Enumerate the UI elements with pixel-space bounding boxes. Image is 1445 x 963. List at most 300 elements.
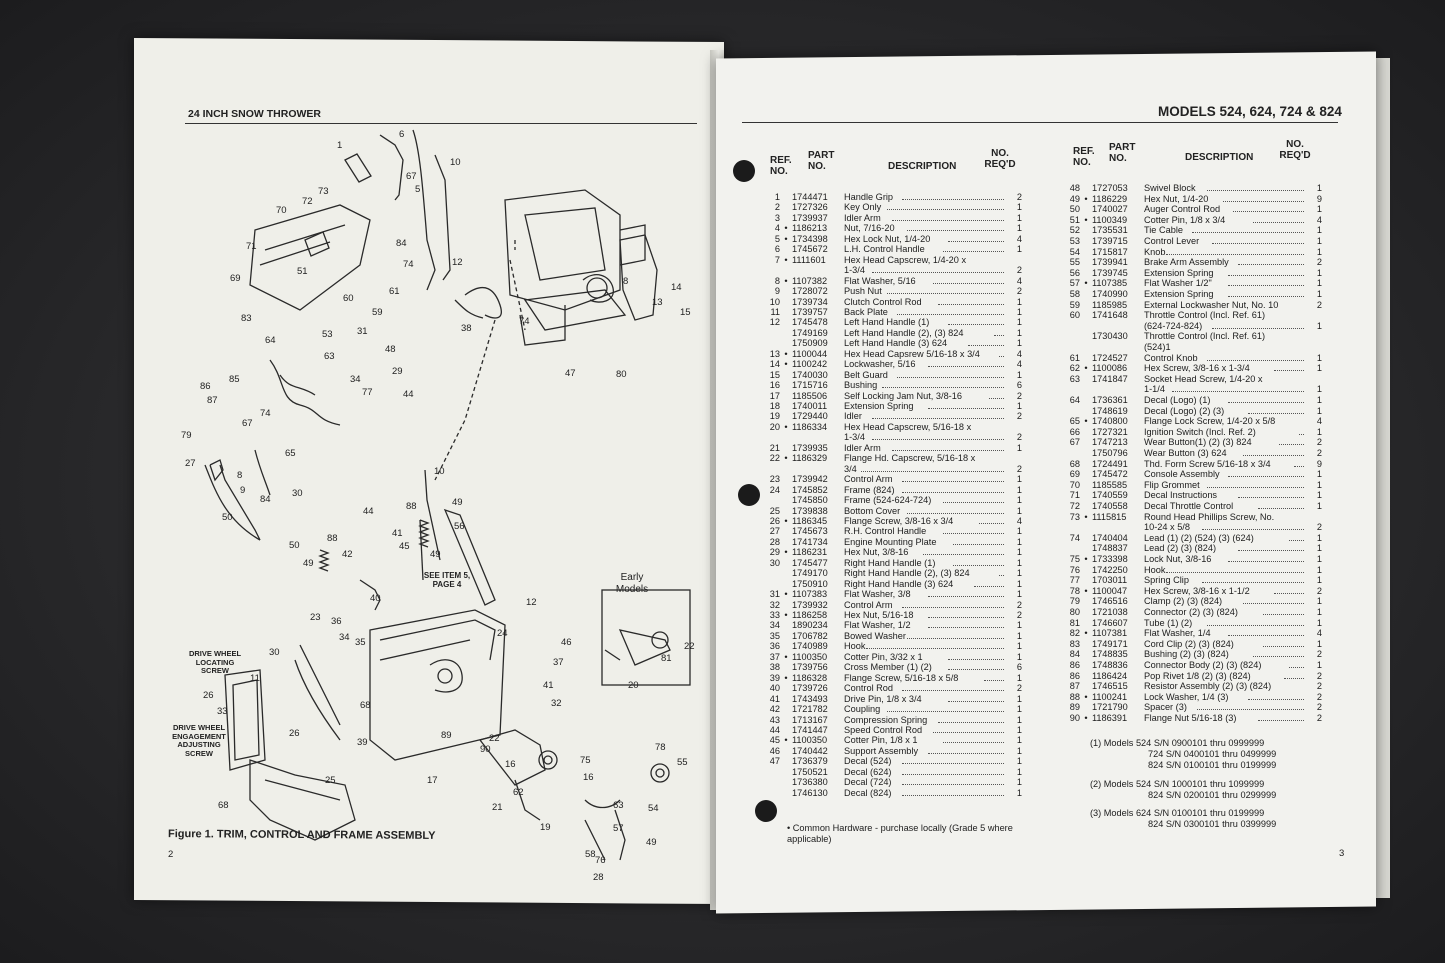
part-no: 1750796 xyxy=(1092,448,1128,458)
part-label: 72 xyxy=(302,196,313,207)
ref-no: 8 xyxy=(774,275,780,286)
ref-no: 4 xyxy=(774,223,780,234)
description: Brake Arm Assembly xyxy=(1144,257,1229,268)
qty-required: 1 xyxy=(1016,401,1022,411)
handle-grip-part xyxy=(380,135,403,200)
dot-leader xyxy=(892,443,1004,451)
part-no: 1713167 xyxy=(792,714,828,725)
description: Hex Nut, 5/16-18 xyxy=(844,610,914,620)
ref-no: 45 xyxy=(769,735,780,746)
ref-no: 62 xyxy=(1069,363,1080,374)
ref-no: 78 xyxy=(1069,585,1080,596)
parts-row xyxy=(1058,596,1328,606)
description: Spring Clip xyxy=(1144,575,1189,586)
part-no: 1186328 xyxy=(792,672,828,683)
parts-row xyxy=(1058,586,1328,596)
qty-required: 2 xyxy=(1016,411,1022,422)
part-no: 1186213 xyxy=(792,223,828,234)
col-header-qty: NO. REQ'D xyxy=(984,148,1016,170)
parts-row xyxy=(758,307,1028,317)
qty-required: 2 xyxy=(1016,390,1022,401)
dot-leader xyxy=(928,620,1004,628)
part-label: 63 xyxy=(324,351,335,362)
description: Support Assembly xyxy=(844,745,919,756)
part-label: 59 xyxy=(372,307,383,318)
qty-required: 2 xyxy=(1316,448,1322,458)
parts-row xyxy=(1058,490,1328,500)
part-label: 20 xyxy=(628,680,639,691)
dot-leader xyxy=(1228,289,1304,297)
part-label: 23 xyxy=(310,612,321,623)
description: Knob xyxy=(1144,246,1166,257)
part-no: 1100241 xyxy=(1092,691,1128,702)
description: Round Head Phillips Screw, No. xyxy=(1144,511,1275,522)
part-label: 38 xyxy=(461,323,472,334)
parts-row xyxy=(758,767,1028,777)
part-label: 25 xyxy=(325,775,336,786)
part-label: 10 xyxy=(434,466,445,477)
part-no: 1186329 xyxy=(792,453,828,464)
engine-part xyxy=(505,190,620,310)
part-no: 1750521 xyxy=(792,766,828,777)
part-label: 76 xyxy=(595,855,606,866)
dot-leader xyxy=(1284,671,1304,679)
qty-required: 1 xyxy=(1016,672,1022,683)
part-label: 73 xyxy=(318,186,329,197)
part-label: 86 xyxy=(200,381,211,392)
ref-no: 21 xyxy=(769,442,780,453)
part-no: 1748837 xyxy=(1092,543,1128,554)
part-no: 1739745 xyxy=(1092,267,1128,278)
parts-row xyxy=(758,223,1028,233)
ref-no: 82 xyxy=(1069,628,1080,639)
dot-leader xyxy=(948,317,1004,325)
parts-row xyxy=(1058,459,1328,469)
part-no: 1740030 xyxy=(792,369,828,380)
qty-required: 2 xyxy=(1316,585,1322,596)
qty-required: 9 xyxy=(1316,458,1322,469)
description: Engine Mounting Plate xyxy=(844,536,937,547)
dot-leader xyxy=(1294,459,1304,467)
ref-no: 56 xyxy=(1069,267,1080,278)
ref-no: 65 xyxy=(1069,416,1080,427)
part-no: 1739838 xyxy=(792,505,828,516)
qty-required: 2 xyxy=(1016,432,1022,443)
qty-required: 1 xyxy=(1316,469,1322,480)
description: Console Assembly xyxy=(1144,469,1220,480)
control-arm-part xyxy=(445,510,495,605)
part-label: 42 xyxy=(342,549,353,560)
description: Flip Grommet xyxy=(1144,479,1200,490)
parts-row xyxy=(758,338,1028,348)
qty-required: 1 xyxy=(1016,442,1022,453)
model-note-line: (2) Models 524 S/N 1000101 thru 1099999 xyxy=(1090,779,1265,789)
part-label: 41 xyxy=(543,680,554,691)
ref-no: 53 xyxy=(1069,236,1080,246)
dot-leader xyxy=(1248,692,1304,700)
part-label: 54 xyxy=(648,803,659,814)
dot-leader xyxy=(1228,628,1304,636)
part-no: 1739932 xyxy=(792,599,828,610)
description: 1-1/4 xyxy=(1144,384,1165,395)
parts-row xyxy=(1058,416,1328,426)
qty-required: 1 xyxy=(1016,630,1022,641)
description: Right Hand Handle (1) xyxy=(844,557,936,568)
callout-see-item: SEE ITEM 5, PAGE 4 xyxy=(423,571,471,590)
part-label: 16 xyxy=(505,759,516,770)
part-label: 14 xyxy=(671,282,682,293)
parts-row xyxy=(758,673,1028,683)
dot-leader xyxy=(902,777,1004,785)
part-no: 1749171 xyxy=(1092,638,1128,649)
part-label: 49 xyxy=(452,497,463,508)
common-hardware-dot: • xyxy=(784,421,788,432)
part-label: 26 xyxy=(289,728,300,739)
part-label: 88 xyxy=(406,501,417,512)
parts-row xyxy=(1058,713,1328,723)
part-no: 1739756 xyxy=(792,662,828,673)
parts-row xyxy=(1058,406,1328,416)
description: Socket Head Screw, 1/4-20 x xyxy=(1144,373,1263,384)
description: Frame (824) xyxy=(844,484,895,495)
ref-no: 13 xyxy=(769,348,780,359)
ref-no: 18 xyxy=(769,401,780,411)
parts-row xyxy=(758,694,1028,704)
qty-required: 1 xyxy=(1316,554,1322,564)
qty-required: 1 xyxy=(1316,490,1322,501)
ref-no: 89 xyxy=(1069,702,1080,713)
part-label: 80 xyxy=(616,369,627,380)
common-hardware-dot: • xyxy=(784,453,788,464)
ref-no: 28 xyxy=(769,536,780,547)
description: Flange Hd. Capscrew, 5/16-18 x xyxy=(844,453,976,464)
qty-required: 1 xyxy=(1016,327,1022,338)
part-no: 1745852 xyxy=(792,484,828,495)
dot-leader xyxy=(866,641,1004,649)
description: Speed Control Rod xyxy=(844,724,923,735)
part-label: 88 xyxy=(327,533,338,544)
dot-leader xyxy=(902,192,1004,200)
part-no: 1739935 xyxy=(792,442,828,453)
qty-required: 1 xyxy=(1016,735,1022,746)
part-label: 68 xyxy=(218,800,229,811)
dot-leader xyxy=(994,328,1004,336)
col-header-ref: REF. NO. xyxy=(1073,146,1095,168)
ref-no: 71 xyxy=(1069,490,1080,501)
part-no: 1715716 xyxy=(792,380,828,391)
part-no: 1740990 xyxy=(1092,289,1128,299)
part-label: 75 xyxy=(580,755,591,766)
description: Decal Throttle Control xyxy=(1144,501,1234,511)
part-no: 1745472 xyxy=(1092,469,1128,480)
figure-caption: Figure 1. TRIM, CONTROL AND FRAME ASSEMBLY xyxy=(167,828,436,842)
dot-leader xyxy=(928,589,1004,597)
ref-no: 6 xyxy=(774,244,780,255)
qty-required: 1 xyxy=(1316,405,1322,416)
right-header-rule xyxy=(742,122,1338,123)
parts-row xyxy=(758,788,1028,798)
part-no: 1745478 xyxy=(792,317,828,328)
part-no: 1750909 xyxy=(792,338,828,349)
ref-no: 19 xyxy=(769,411,780,422)
part-no: 1740559 xyxy=(1092,490,1128,501)
dot-leader xyxy=(1243,596,1304,604)
dot-leader xyxy=(907,631,1004,639)
qty-required: 2 xyxy=(1316,522,1322,533)
left-handle-part xyxy=(413,130,435,290)
parts-row xyxy=(758,244,1028,254)
description: Flange Screw, 3/8-16 x 3/4 xyxy=(844,515,954,526)
ref-no: 87 xyxy=(1069,681,1080,692)
dot-leader xyxy=(1248,406,1304,414)
parts-row xyxy=(1058,448,1328,458)
common-hardware-dot: • xyxy=(784,254,788,265)
parts-row xyxy=(758,453,1028,463)
dot-leader xyxy=(979,516,1004,524)
ref-no: 26 xyxy=(769,515,780,526)
part-no: 1749170 xyxy=(792,568,828,579)
parts-row xyxy=(1058,257,1328,267)
description: Hook xyxy=(1144,564,1166,575)
dot-leader xyxy=(999,349,1004,357)
qty-required: 2 xyxy=(1316,670,1322,681)
parts-row xyxy=(1058,204,1328,214)
ref-no: 88 xyxy=(1069,691,1080,702)
dot-leader xyxy=(872,265,1005,273)
model-note-2 xyxy=(1090,779,1330,801)
qty-required: 1 xyxy=(1016,787,1022,798)
part-label: 15 xyxy=(680,307,691,318)
parts-row xyxy=(758,620,1028,630)
qty-required: 1 xyxy=(1316,236,1322,246)
dot-leader xyxy=(1279,437,1304,445)
ref-no: 66 xyxy=(1069,426,1080,437)
part-no: 1740027 xyxy=(1092,204,1128,215)
part-label: 8 xyxy=(623,276,629,287)
part-no: 1186424 xyxy=(1092,670,1128,681)
common-hardware-dot: • xyxy=(784,610,788,620)
dot-leader xyxy=(1223,194,1305,202)
parts-row xyxy=(1058,278,1328,288)
parts-row xyxy=(1058,522,1328,532)
parts-row xyxy=(1058,607,1328,617)
qty-required: 1 xyxy=(1316,479,1322,490)
description: Idler xyxy=(844,411,862,422)
part-no: 1107385 xyxy=(1092,278,1128,289)
part-no: 1748836 xyxy=(1092,660,1128,670)
right-page-header: MODELS 524, 624, 724 & 824 xyxy=(1158,104,1342,119)
model-note-1 xyxy=(1090,738,1330,771)
part-no: 1721782 xyxy=(792,704,828,715)
parts-row xyxy=(1058,353,1328,363)
ref-no: 50 xyxy=(1069,204,1080,215)
dot-leader xyxy=(938,715,1004,723)
ref-no: 75 xyxy=(1069,554,1080,564)
part-no: 1739715 xyxy=(1092,236,1128,246)
description: Hook xyxy=(844,641,866,652)
dot-leader xyxy=(1238,490,1304,498)
parts-row xyxy=(1058,671,1328,681)
parts-list-right xyxy=(1058,183,1328,723)
qty-required: 1 xyxy=(1316,352,1322,363)
part-label: 89 xyxy=(441,730,452,741)
ref-no: 16 xyxy=(769,380,780,391)
part-no: 1746607 xyxy=(1092,617,1128,628)
parts-row xyxy=(758,464,1028,474)
dot-leader xyxy=(902,756,1004,764)
dot-leader xyxy=(953,558,1004,566)
dot-leader xyxy=(1243,448,1304,456)
common-hardware-dot: • xyxy=(784,359,788,370)
part-label: 40 xyxy=(370,593,381,604)
description: (624-724-824) xyxy=(1144,320,1203,331)
part-no: 1745672 xyxy=(792,244,828,255)
ref-no: 59 xyxy=(1069,299,1080,310)
part-no: 1739726 xyxy=(792,683,828,694)
qty-required: 1 xyxy=(1016,620,1022,631)
ref-no: 48 xyxy=(1069,183,1080,193)
dot-leader xyxy=(1207,353,1304,361)
part-no: 1100047 xyxy=(1092,585,1128,596)
part-label: 17 xyxy=(427,775,438,786)
dot-leader xyxy=(1197,702,1304,710)
qty-required: 1 xyxy=(1016,651,1022,662)
description: Left Hand Handle (2), (3) 824 xyxy=(844,327,964,338)
left-page-number: 2 xyxy=(168,849,174,860)
description: Compression Spring xyxy=(844,714,928,725)
qty-required: 1 xyxy=(1316,532,1322,543)
parts-row xyxy=(1058,501,1328,511)
common-hardware-dot: • xyxy=(1084,628,1088,639)
dot-leader xyxy=(887,286,1004,294)
part-label: 36 xyxy=(331,616,342,627)
qty-required: 2 xyxy=(1016,683,1022,694)
ref-no: 20 xyxy=(769,421,780,432)
part-label: 53 xyxy=(322,329,333,340)
part-no: 1890234 xyxy=(792,620,828,631)
qty-required: 2 xyxy=(1316,299,1322,310)
description: Spacer (3) xyxy=(1144,702,1187,713)
qty-required: 1 xyxy=(1016,317,1022,328)
part-label: 12 xyxy=(526,597,537,608)
dot-leader xyxy=(974,579,1005,587)
part-no: 1100044 xyxy=(792,348,828,359)
ref-no: 81 xyxy=(1069,617,1080,628)
part-no: 1734398 xyxy=(792,233,828,244)
description: 1-3/4 xyxy=(844,265,865,276)
part-no: 1741847 xyxy=(1092,373,1128,384)
ref-no: 33 xyxy=(769,610,780,620)
col-header-desc: DESCRIPTION xyxy=(1185,152,1254,163)
dot-leader xyxy=(1228,554,1304,562)
part-label: 35 xyxy=(355,637,366,648)
ref-no: 36 xyxy=(769,641,780,652)
part-label: 74 xyxy=(260,408,271,419)
qty-required: 9 xyxy=(1316,193,1322,204)
part-no: 1740011 xyxy=(792,401,828,411)
description: Pop Rivet 1/8 (2) (3) (824) xyxy=(1144,670,1251,681)
qty-required: 1 xyxy=(1016,505,1022,516)
description: Push Nut xyxy=(844,286,882,297)
dot-leader xyxy=(902,485,1004,493)
dot-leader xyxy=(892,213,1004,221)
part-no: 1748835 xyxy=(1092,649,1128,660)
binder-hole-top xyxy=(733,160,755,182)
qty-required: 1 xyxy=(1016,589,1022,600)
part-no: 1706782 xyxy=(792,630,828,641)
dot-leader xyxy=(1299,427,1304,435)
part-label: 74 xyxy=(403,259,414,270)
qty-required: 1 xyxy=(1016,704,1022,715)
part-label: 47 xyxy=(565,368,576,379)
qty-required: 1 xyxy=(1316,426,1322,437)
parts-row xyxy=(758,255,1028,265)
parts-row xyxy=(758,777,1028,787)
part-no: 1727326 xyxy=(792,202,828,213)
common-hardware-dot: • xyxy=(1084,511,1088,522)
part-label: 30 xyxy=(292,488,303,499)
parts-row xyxy=(1058,692,1328,702)
ref-no: 49 xyxy=(1069,193,1080,204)
qty-required: 2 xyxy=(1316,681,1322,692)
qty-required: 1 xyxy=(1016,338,1022,349)
dot-leader xyxy=(1263,639,1304,647)
part-label: 26 xyxy=(203,690,214,701)
qty-required: 1 xyxy=(1016,641,1022,652)
dot-leader xyxy=(1228,395,1304,403)
parts-row xyxy=(1058,225,1328,235)
parts-row xyxy=(758,683,1028,693)
ref-no: 58 xyxy=(1069,289,1080,299)
part-no: 1740442 xyxy=(792,745,828,756)
part-no: 1746130 xyxy=(792,787,828,798)
part-no: 1715817 xyxy=(1092,246,1128,257)
qty-required: 1 xyxy=(1016,568,1022,579)
common-hardware-dot: • xyxy=(1084,214,1088,225)
dot-leader xyxy=(1274,363,1305,371)
qty-required: 4 xyxy=(1016,275,1022,286)
ref-no: 47 xyxy=(769,756,780,767)
part-no: 1736380 xyxy=(792,777,828,788)
description: Throttle Control (Incl. Ref. 61) xyxy=(1144,331,1266,342)
dot-leader xyxy=(872,432,1005,440)
parts-row xyxy=(758,297,1028,307)
parts-row xyxy=(758,370,1028,380)
part-label: 46 xyxy=(561,637,572,648)
qty-required: 1 xyxy=(1316,267,1322,278)
part-label: 49 xyxy=(646,837,657,848)
description: Bottom Cover xyxy=(844,505,901,516)
common-hardware-dot: • xyxy=(1084,691,1088,702)
parts-row xyxy=(1058,565,1328,575)
part-label: 5 xyxy=(415,184,421,195)
description: Flat Washer 1/2" xyxy=(1144,278,1212,289)
qty-required: 1 xyxy=(1016,578,1022,589)
qty-required: 1 xyxy=(1016,557,1022,568)
description: Clamp (2) (3) (824) xyxy=(1144,596,1223,607)
qty-required: 1 xyxy=(1016,526,1022,537)
qty-required: 1 xyxy=(1016,369,1022,380)
qty-required: 1 xyxy=(1316,660,1322,670)
description: Extension Spring xyxy=(1144,289,1214,299)
part-label: 79 xyxy=(181,430,192,441)
part-no: 1735531 xyxy=(1092,225,1128,236)
part-no: 1750910 xyxy=(792,578,828,589)
part-no: 1743493 xyxy=(792,693,828,704)
ref-no: 73 xyxy=(1069,511,1080,522)
part-label: 70 xyxy=(276,205,287,216)
parts-row xyxy=(758,422,1028,432)
